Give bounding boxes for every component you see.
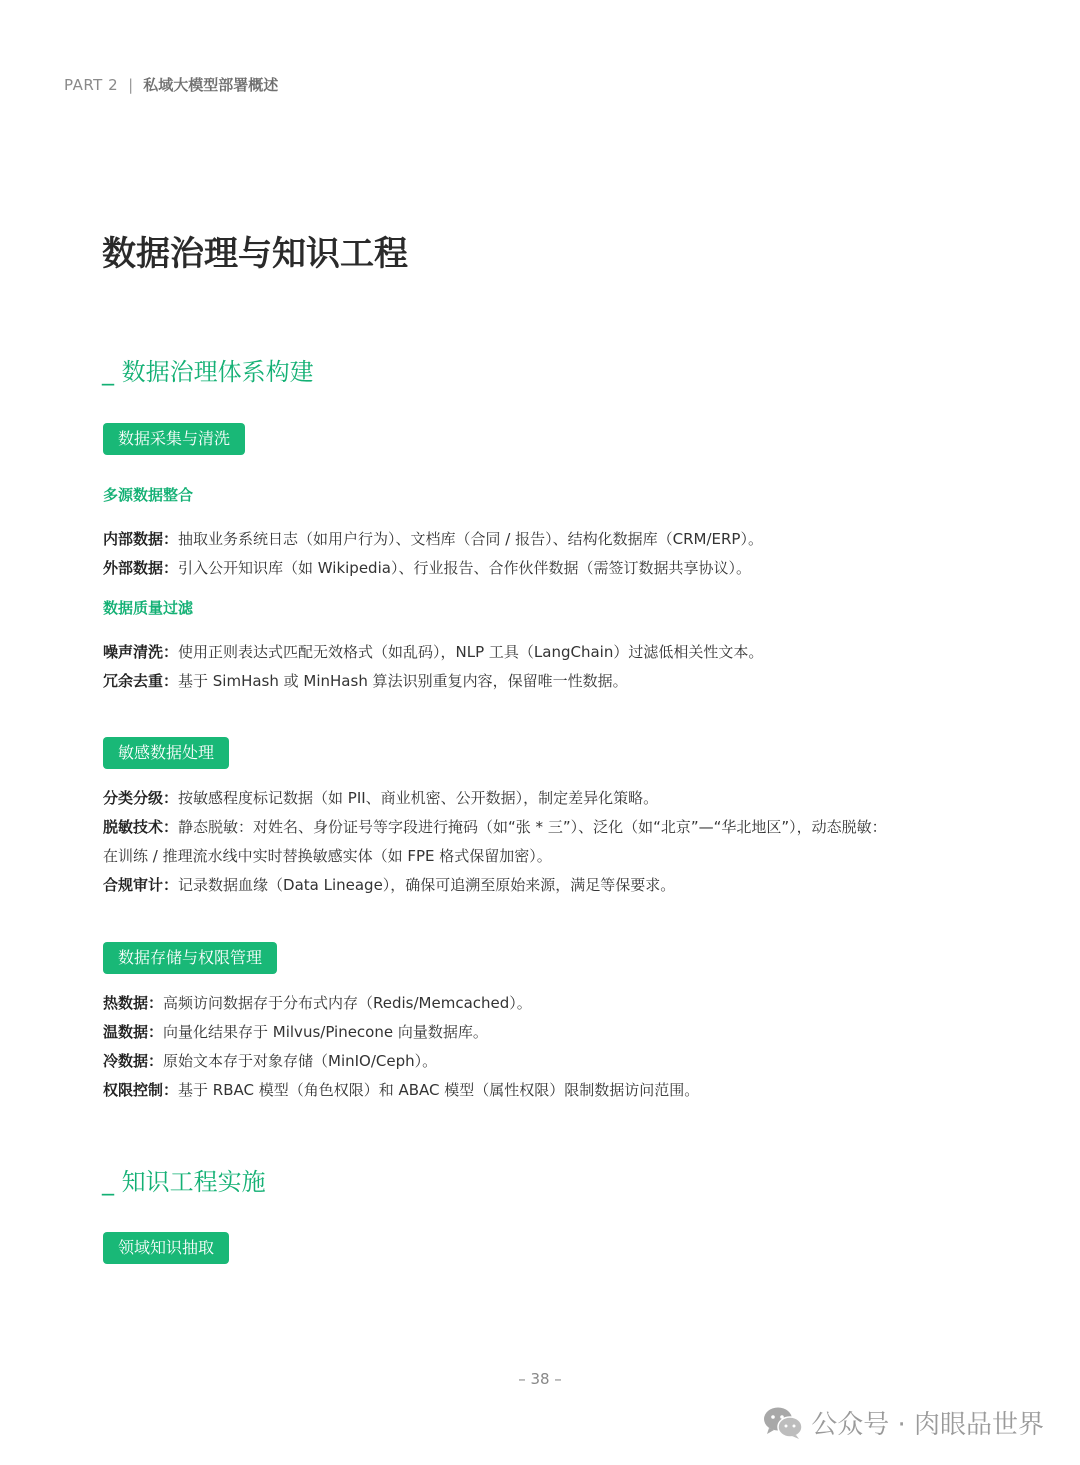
item-text: 记录数据血缘（Data Lineage），确保可追溯至原始来源，满足等保要求。 <box>178 876 676 894</box>
item-text: 向量化结果存于 Milvus/Pinecone 向量数据库。 <box>163 1023 488 1041</box>
item-text: 按敏感程度标记数据（如 PII、商业机密、公开数据），制定差异化策略。 <box>178 789 659 807</box>
item-text: 原始文本存于对象存储（MinIO/Ceph）。 <box>163 1052 438 1070</box>
pill-data-collection: 数据采集与清洗 <box>103 423 245 455</box>
item-text: 使用正则表达式匹配无效格式（如乱码），NLP 工具（LangChain）过滤低相关性文本。 <box>178 643 764 661</box>
list-item <box>103 816 887 837</box>
list-item <box>103 1050 437 1071</box>
header-separator: | <box>128 76 134 94</box>
list-item <box>103 992 532 1013</box>
list-item <box>103 1021 488 1042</box>
item-label: 热数据： <box>103 994 164 1012</box>
item-label: 脱敏技术： <box>103 818 179 836</box>
item-label: 冗余去重： <box>103 672 179 690</box>
list-item <box>103 874 675 895</box>
item-text: 在训练 / 推理流水线中实时替换敏感实体（如 FPE 格式保留加密）。 <box>103 847 552 865</box>
running-header <box>64 74 278 95</box>
sub-heading-quality-filter: 数据质量过滤 <box>103 599 194 617</box>
chapter-breadcrumb: 私域大模型部署概述 <box>143 76 279 94</box>
item-label: 冷数据： <box>103 1052 164 1070</box>
item-label: 分类分级： <box>103 789 179 807</box>
item-label: 外部数据： <box>103 559 179 577</box>
list-item-continuation <box>103 845 552 866</box>
item-text: 基于 RBAC 模型（角色权限）和 ABAC 模型（属性权限）限制数据访问范围。 <box>178 1081 700 1099</box>
section-heading-knowledge-engineering: _ 知识工程实施 <box>102 1168 266 1196</box>
list-item <box>103 557 751 578</box>
section-heading-data-governance: _ 数据治理体系构建 <box>102 358 314 386</box>
list-item <box>103 787 658 808</box>
list-item <box>103 641 763 662</box>
item-label: 噪声清洗： <box>103 643 179 661</box>
list-item <box>103 670 628 691</box>
item-text: 引入公开知识库（如 Wikipedia）、行业报告、合作伙伴数据（需签订数据共享协议）。 <box>178 559 751 577</box>
sub-heading-multi-source: 多源数据整合 <box>103 486 194 504</box>
item-text: 高频访问数据存于分布式内存（Redis/Memcached）。 <box>163 994 532 1012</box>
item-text: 静态脱敏：对姓名、身份证号等字段进行掩码（如“张 * 三”）、泛化（如“北京”—“华北地区”），动态脱敏： <box>178 818 887 836</box>
item-text: 抽取业务系统日志（如用户行为）、文档库（合同 / 报告）、结构化数据库（CRM/ERP）。 <box>178 530 763 548</box>
pill-sensitive-data: 敏感数据处理 <box>103 737 229 769</box>
list-item <box>103 528 763 549</box>
pill-storage-permissions: 数据存储与权限管理 <box>103 942 277 974</box>
list-item <box>103 1079 699 1100</box>
item-label: 权限控制： <box>103 1081 179 1099</box>
part-label: PART 2 <box>64 76 119 94</box>
page-title: 数据治理与知识工程 <box>102 234 408 274</box>
watermark <box>763 1404 1044 1441</box>
watermark-text: 公众号 · 肉眼品世界 <box>811 1410 1044 1440</box>
pill-domain-knowledge: 领域知识抽取 <box>103 1232 229 1264</box>
item-label: 内部数据： <box>103 530 179 548</box>
item-label: 合规审计： <box>103 876 179 894</box>
item-text: 基于 SimHash 或 MinHash 算法识别重复内容，保留唯一性数据。 <box>178 672 628 690</box>
wechat-icon <box>763 1406 803 1440</box>
page-number: – 38 – <box>518 1370 562 1388</box>
item-label: 温数据： <box>103 1023 164 1041</box>
